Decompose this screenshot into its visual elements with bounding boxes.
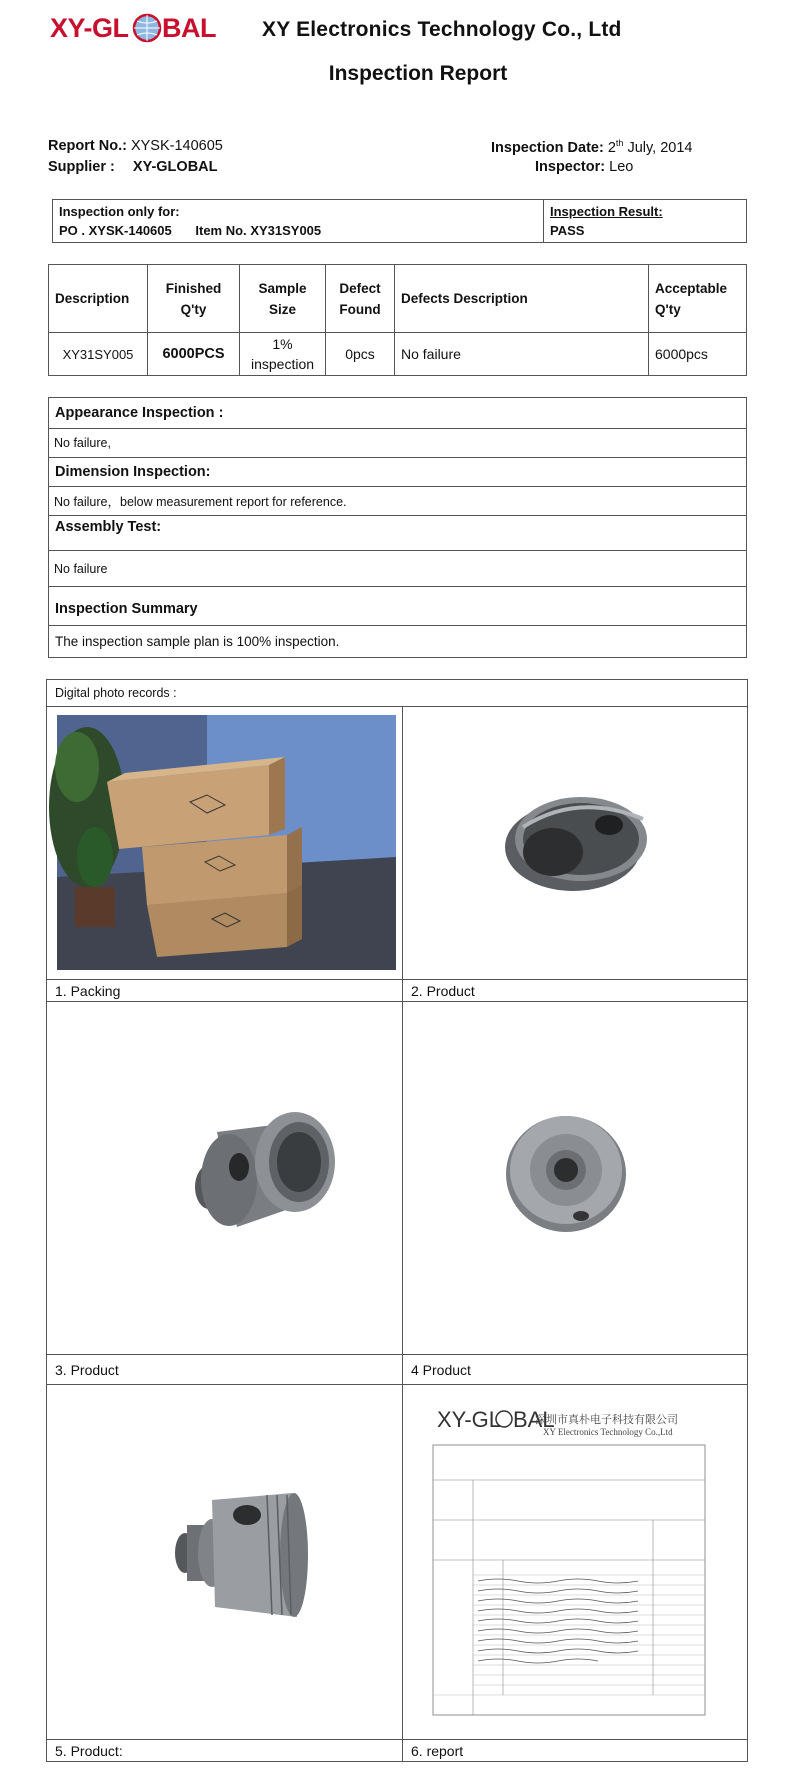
inspection-info-table [52,199,747,243]
photo-records-table [46,679,748,1762]
company-logo [50,10,250,46]
report-thumb-cn-name: 深圳市真朴电子科技有限公司 [535,1413,678,1426]
inspection-only-for-cell [53,200,544,243]
cell-finished-qty: 6000PCS [148,333,240,376]
caption-report: 6. report [403,1740,748,1762]
report-no-value: XYSK-140605 [130,138,223,154]
appearance-text: No failure, [49,429,747,458]
supplier-value: XY-GLOBAL [132,159,218,175]
product-photo-2 [403,707,747,979]
product-photo-4 [403,1002,747,1354]
inspection-date [491,138,692,156]
date-rest: July, 2014 [627,139,693,156]
date-suffix: th [615,138,624,148]
summary-title: Inspection Summary [49,587,747,626]
photo-cell [403,1002,748,1355]
appearance-title: Appearance Inspection : [49,398,747,429]
summary-text: The inspection sample plan is 100% inspection. [49,626,747,658]
photo-cell [47,1002,403,1355]
photo-cell [403,1385,748,1740]
cell-description: XY31SY005 [49,333,148,376]
inspector [535,159,633,175]
packing-photo [47,707,402,979]
inspection-sections-table [48,397,747,658]
assembly-title: Assembly Test: [49,516,747,551]
col-header: Defect Found [326,265,395,333]
svg-text:BAL: BAL [513,1407,555,1432]
po-label: PO . [59,223,86,238]
photo-cell [47,1385,403,1740]
caption-packing: 1. Packing [47,980,403,1002]
inspection-result-cell [544,200,747,243]
report-photo [403,1385,747,1739]
svg-text:XY-GL: XY-GL [50,13,129,43]
inspector-value: Leo [609,159,634,175]
report-no-label: Report No.: [48,138,127,154]
item-label: Item No. [195,223,247,238]
col-header: Description [49,265,148,333]
date-label: Inspection Date: [491,139,604,156]
cell-sample-size: 1% inspection [240,333,326,376]
dimension-text: No failure，below measurement report for reference. [49,487,747,516]
cell-acceptable-qty: 6000pcs [649,333,747,376]
col-header: Sample Size [240,265,326,333]
cell-defects-description: No failure [395,333,649,376]
photo-cell [47,707,403,980]
page-title: Inspection Report [328,62,508,85]
col-header: Defects Description [395,265,649,333]
photo-cell [403,707,748,980]
caption-product-5: 5. Product: [47,1740,403,1762]
table-row [49,333,747,376]
product-photo-3 [47,1002,402,1354]
company-name: XY Electronics Technology Co., Ltd [262,18,622,41]
product-photo-5 [47,1385,402,1739]
report-thumb-en-name: XY Electronics Technology Co.,Ltd [543,1427,673,1437]
inspection-only-for-label: Inspection only for: [59,204,180,219]
inspection-result-label: Inspection Result: [550,204,663,219]
date-day: 2 [607,139,616,156]
col-header: Finished Q'ty [148,265,240,333]
report-no [48,138,223,154]
supplier-label: Supplier : [48,159,115,175]
item-value: XY31SY005 [250,223,322,238]
photo-records-label: Digital photo records : [47,680,748,707]
svg-text:BAL: BAL [162,13,216,43]
svg-text:XY-GL: XY-GL [437,1407,502,1432]
assembly-text: No failure [49,551,747,587]
dimension-title: Dimension Inspection: [49,458,747,487]
caption-product-4: 4 Product [403,1355,748,1385]
po-value: XYSK-140605 [88,223,172,238]
caption-product-2: 2. Product [403,980,748,1002]
cell-defect-found: 0pcs [326,333,395,376]
supplier [48,159,218,175]
table-header-row [49,265,747,333]
col-header: Acceptable Q'ty [649,265,747,333]
quantity-table [48,264,747,376]
caption-product-3: 3. Product [47,1355,403,1385]
inspection-result-value: PASS [550,223,585,238]
inspector-label: Inspector: [535,159,606,175]
